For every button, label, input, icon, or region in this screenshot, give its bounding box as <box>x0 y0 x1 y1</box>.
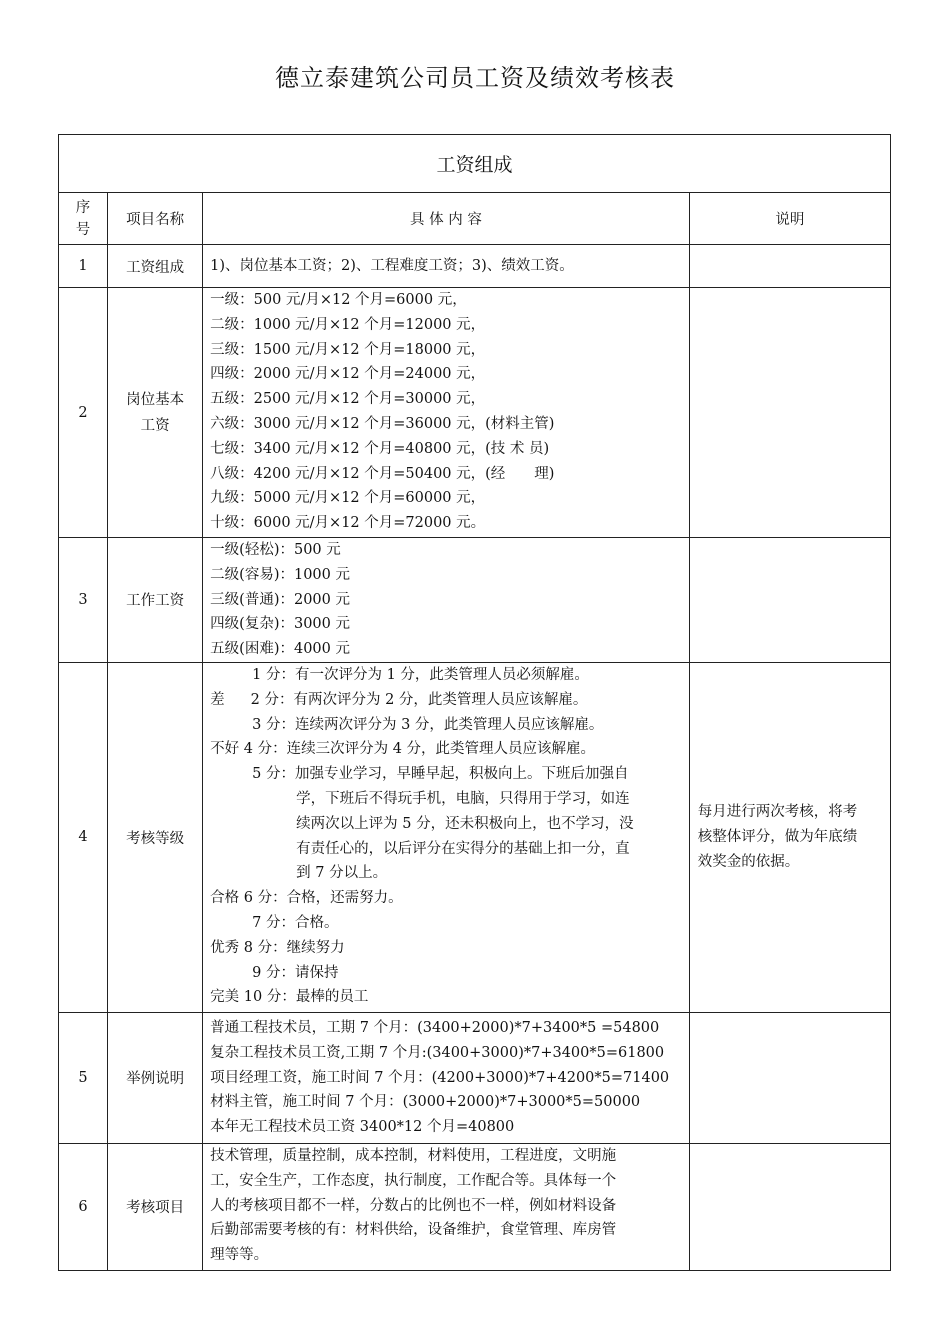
grade-line-4: 不好 4 分：连续三次评分为 4 分，此类管理人员应该解雇。 <box>210 741 596 758</box>
row-number: 6 <box>59 1143 108 1270</box>
content-line: 四级：2000 元/月×12 个月=24000 元， <box>210 366 486 383</box>
grade-line-3: 3 分：连续两次评分为 3 分，此类管理人员应该解雇。 <box>252 716 604 733</box>
content-line: 后勤部需要考核的有：材料供给，设备维护，食堂管理、库房管 <box>210 1222 617 1239</box>
row-content <box>203 245 690 288</box>
row-name <box>108 288 203 538</box>
content-line: 一级(轻松)：500 元 <box>210 542 341 558</box>
content-line: 复杂工程技术员工资,工期 7 个月:(3400+3000)*7+3400*5=61800 <box>210 1044 665 1061</box>
row-name: 工作工资 <box>108 538 203 663</box>
row-note <box>689 1012 890 1143</box>
row-content <box>203 662 690 1012</box>
content-line: 九级：5000 元/月×12 个月=60000 元， <box>210 490 486 507</box>
grade-line-9: 9 分：请保持 <box>252 964 339 981</box>
content-line: 二级(容易)：1000 元 <box>210 566 350 583</box>
row-content <box>203 1012 690 1143</box>
grade-line-5e: 到 7 分以上。 <box>296 865 388 882</box>
content-line: 理等等。 <box>210 1247 269 1264</box>
row-number: 2 <box>59 288 108 538</box>
content-line: 四级(复杂)：3000 元 <box>210 616 350 633</box>
content-line: 普通工程技术员，工期 7 个月：(3400+2000)*7+3400*5 =54800 <box>210 1019 660 1036</box>
column-header-row <box>59 193 891 245</box>
row-note <box>689 1143 890 1270</box>
content-line: 三级(普通)：2000 元 <box>210 591 350 608</box>
row-name-line: 岗位基本 <box>126 391 185 408</box>
header-seq <box>59 193 108 245</box>
row-note <box>689 245 890 288</box>
grade-text-2: 2 分：有两次评分为 2 分，此类管理人员应该解雇。 <box>250 691 588 708</box>
row-content <box>203 288 690 538</box>
row-note <box>689 538 890 663</box>
note-line: 每月进行两次考核，将考 <box>697 803 858 820</box>
row-name: 工资组成 <box>108 245 203 288</box>
grade-line-7: 7 分：合格。 <box>252 914 339 931</box>
row-number: 1 <box>59 245 108 288</box>
content-line: 十级：6000 元/月×12 个月=72000 元。 <box>210 515 486 532</box>
table-row <box>59 538 891 663</box>
content-line: 五级(困难)：4000 元 <box>210 641 350 658</box>
content-line: 五级：2500 元/月×12 个月=30000 元， <box>210 391 486 408</box>
section-header: 工资组成 <box>59 135 891 193</box>
row-name: 考核项目 <box>108 1143 203 1270</box>
row-name: 举例说明 <box>108 1012 203 1143</box>
grade-line-1: 1 分：有一次评分为 1 分，此类管理人员必须解雇。 <box>252 666 589 683</box>
content-line: 项目经理工资，施工时间 7 个月：(4200+3000)*7+4200*5=71400 <box>210 1069 670 1086</box>
content-line: 技术管理，质量控制，成本控制，材料使用，工程进度，文明施 <box>210 1147 617 1164</box>
row-number: 5 <box>59 1012 108 1143</box>
row-content <box>203 538 690 663</box>
table-row <box>59 245 891 288</box>
row-number: 3 <box>59 538 108 663</box>
grade-label-poor: 差 <box>210 691 225 708</box>
content-line: 八级：4200 元/月×12 个月=50400 元，(经 理) <box>210 465 555 482</box>
header-seq-2: 号 <box>75 221 91 238</box>
header-note: 说明 <box>689 193 890 245</box>
row-note <box>689 288 890 538</box>
row-name: 考核等级 <box>108 662 203 1012</box>
row-note <box>689 662 890 1012</box>
content-line: 人的考核项目都不一样，分数占的比例也不一样，例如材料设备 <box>210 1197 617 1214</box>
row-content <box>203 1143 690 1270</box>
grade-line-2 <box>210 688 685 713</box>
content-line: 一级：500 元/月×12 个月=6000 元， <box>210 292 467 308</box>
grade-line-5c: 续两次以上评为 5 分，还未积极向上，也不学习，没 <box>296 815 634 832</box>
content-line: 七级：3400 元/月×12 个月=40800 元，(技 术 员) <box>210 440 550 457</box>
table-row <box>59 662 891 1012</box>
section-header-row <box>59 135 891 193</box>
salary-table <box>58 134 891 1271</box>
grade-line-5: 5 分：加强专业学习，早睡早起，积极向上。下班后加强自 <box>252 766 629 783</box>
content-line: 工，安全生产，工作态度，执行制度，工作配合等。具体每一个 <box>210 1172 617 1189</box>
content-line: 1)、岗位基本工资；2)、工程难度工资；3)、绩效工资。 <box>210 257 574 274</box>
content-line: 二级：1000 元/月×12 个月=12000 元， <box>210 316 486 333</box>
grade-line-5d: 有责任心的，以后评分在实得分的基础上扣一分，直 <box>296 840 630 857</box>
table-row <box>59 1012 891 1143</box>
grade-line-6: 合格 6 分：合格，还需努力。 <box>210 890 403 907</box>
header-content: 具 体 内 容 <box>203 193 690 245</box>
header-seq-1: 序 <box>75 199 91 216</box>
grade-line-10: 完美 10 分：最棒的员工 <box>210 989 369 1006</box>
content-line: 六级：3000 元/月×12 个月=36000 元，(材料主管) <box>210 415 555 432</box>
grade-line-5b: 学，下班后不得玩手机，电脑，只得用于学习，如连 <box>296 790 630 807</box>
content-line: 本年无工程技术员工资 3400*12 个月=40800 <box>210 1119 515 1136</box>
note-line: 核整体评分，做为年底绩 <box>697 828 858 845</box>
table-row <box>59 1143 891 1270</box>
note-line: 效奖金的依据。 <box>697 853 800 870</box>
content-line: 材料主管，施工时间 7 个月：(3000+2000)*7+3000*5=50000 <box>210 1094 641 1111</box>
row-number: 4 <box>59 662 108 1012</box>
content-line: 三级：1500 元/月×12 个月=18000 元， <box>210 341 486 358</box>
grade-line-8: 优秀 8 分：继续努力 <box>210 939 345 956</box>
header-name: 项目名称 <box>108 193 203 245</box>
document-title: 德立泰建筑公司员工资及绩效考核表 <box>275 64 675 92</box>
table-row <box>59 288 891 538</box>
row-name-line: 工资 <box>140 417 170 434</box>
